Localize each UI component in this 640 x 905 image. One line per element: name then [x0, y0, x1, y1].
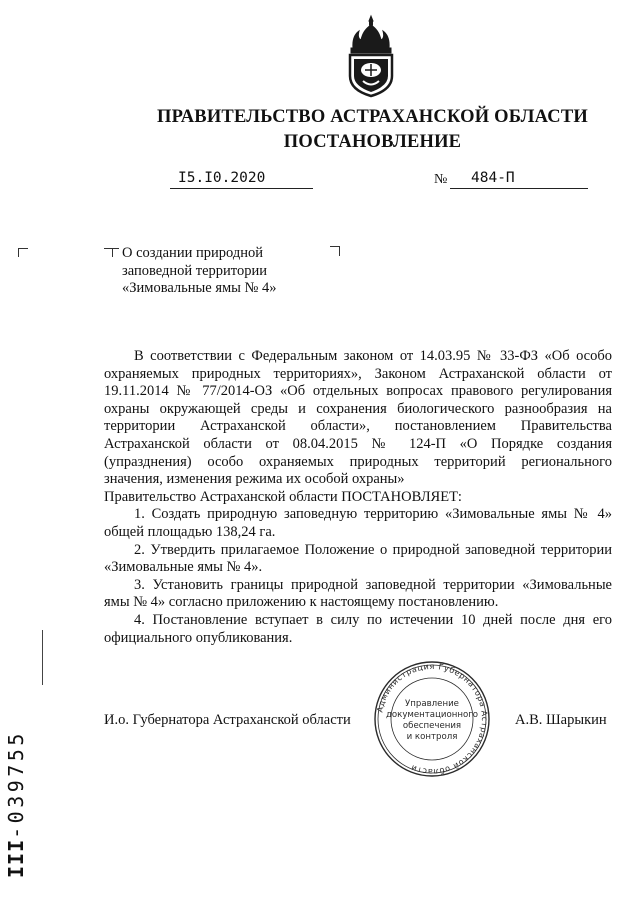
signatory-position: И.о. Губернатора Астраханской области: [104, 712, 351, 728]
date-underline: [170, 188, 313, 189]
corner-mark: [18, 248, 28, 257]
number-sign: №: [434, 172, 448, 187]
stamp-inner-line: Управление: [405, 699, 459, 709]
preamble-paragraph: В соответствии с Федеральным законом от 14.03.95 № 33-ФЗ «Об особо охраняемых природных территориях», Законом Астраханской области от 19.11.2014 № 77/2014-ОЗ «Об отдельных вопросах правового регулирования охраны окружающей среды и сохранения биологического разнообразия на территории Астраханской области», постановлением Правительства Астраханской области от 08.04.2015 № 124-П «О Порядке создания (упразднения) особо охраняемых природных территорий регионального значения, изменения режима их особой охраны»: [104, 348, 612, 488]
signatory-name: А.В. Шарыкин: [515, 712, 607, 728]
coat-of-arms-icon: [343, 14, 399, 98]
authority-title: ПРАВИТЕЛЬСТВО АСТРАХАНСКОЙ ОБЛАСТИ: [157, 107, 588, 127]
subject-line: «Зимовальные ямы № 4»: [122, 280, 277, 296]
document-type: ПОСТАНОВЛЕНИЕ: [283, 132, 462, 152]
document-body: [104, 348, 612, 647]
corner-mark: [330, 246, 340, 256]
form-series: III: [4, 838, 28, 878]
margin-line: [42, 630, 43, 685]
stamp-inner-line: и контроля: [406, 732, 458, 742]
item-3: 3. Установить границы природной заповедной территории «Зимовальные ямы № 4» согласно приложению к настоящему постановлению.: [104, 576, 612, 611]
stamp-inner-line: документационного: [385, 710, 479, 720]
subject-line: О создании природной: [122, 245, 263, 261]
document-number: 484-П: [471, 170, 515, 186]
corner-mark: [112, 248, 119, 257]
official-stamp: [365, 660, 499, 778]
form-serial: -039755: [4, 730, 28, 839]
item-1: 1. Создать природную заповедную территорию «Зимовальные ямы № 4» общей площадью 138,24 га.: [104, 506, 612, 540]
resolution-clause: Правительство Астраханской области ПОСТАНОВЛЯЕТ:: [104, 488, 462, 505]
document-date: I5.I0.2020: [178, 170, 266, 186]
item-2: 2. Утвердить прилагаемое Положение о природной заповедной территории «Зимовальные ямы № 4».: [104, 541, 612, 576]
document-subject: [122, 245, 277, 298]
stamp-outer-text: Администрация Губернатора Астраханской области: [375, 661, 490, 777]
form-serial-number: [4, 730, 28, 878]
number-underline: [450, 188, 588, 189]
stamp-inner-line: обеспечения: [402, 721, 462, 731]
subject-line: заповедной территории: [122, 262, 267, 279]
item-4: 4. Постановление вступает в силу по истечении 10 дней после дня его официального опубликования.: [104, 611, 612, 646]
